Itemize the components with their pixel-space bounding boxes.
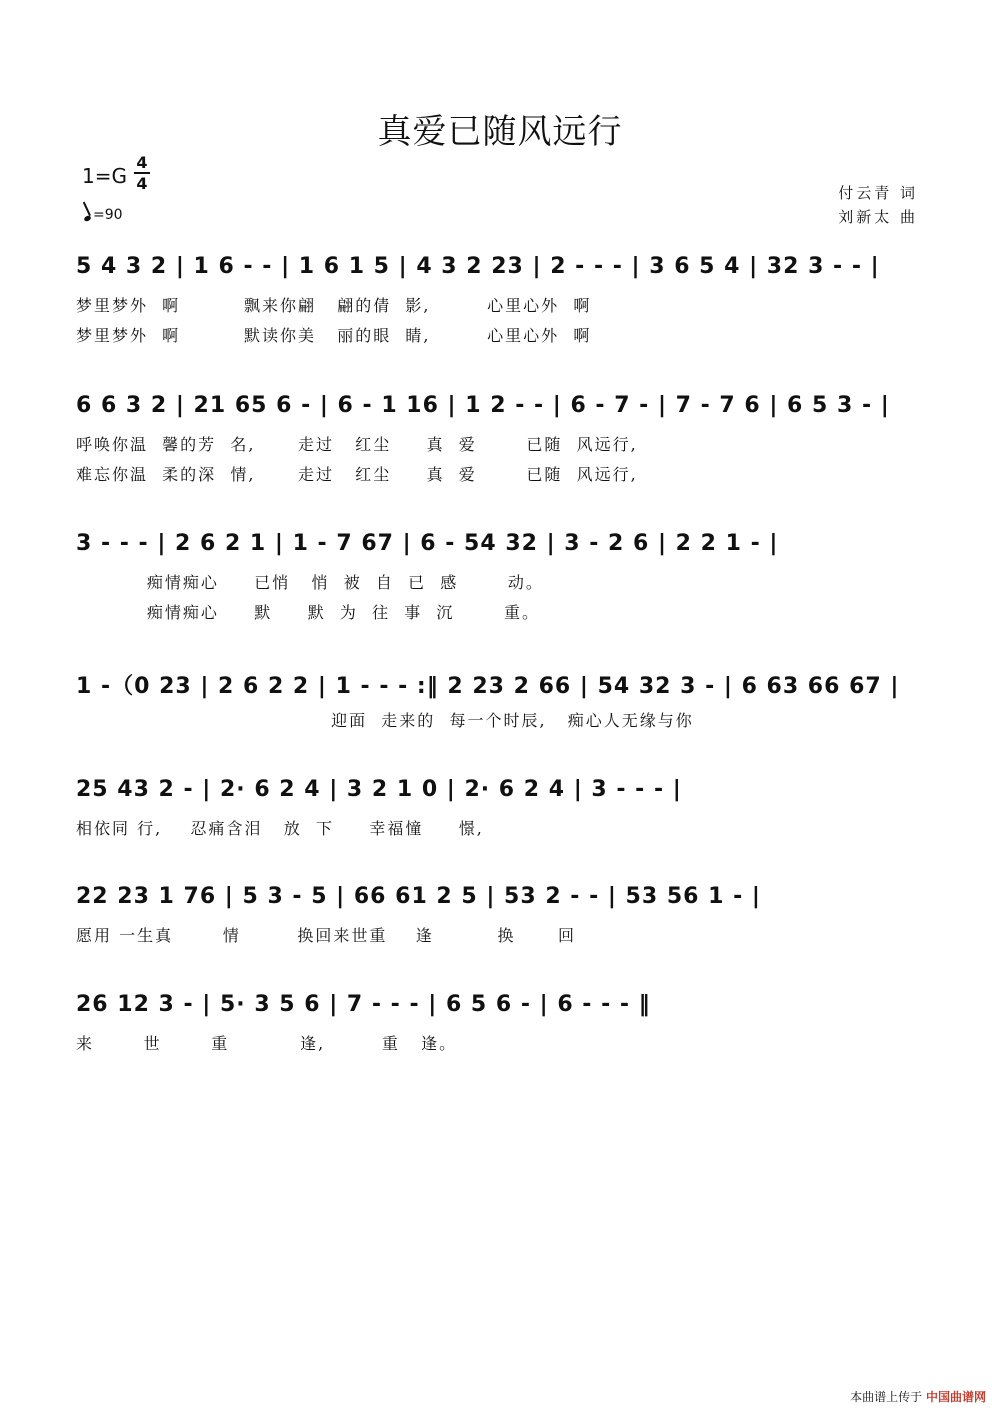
score-line-1-lyrics-verse-1: 梦里梦外 啊 飘来你翩 翩的倩 影, 心里心外 啊 <box>76 296 592 315</box>
key-signature: 1=G <box>82 164 127 188</box>
score-line-2-lyrics-verse-1: 呼唤你温 馨的芳 名, 走过 红尘 真 爱 已随 风远行, <box>76 435 638 454</box>
score-line-6-lyrics: 愿用 一生真 情 换回来世重 逢 换 回 <box>76 926 577 945</box>
page-title: 真爱已随风远行 <box>377 112 623 152</box>
lyricist-credit: 付云青 词 <box>838 184 918 202</box>
score-line-3-lyrics-verse-1: 痴情痴心 已悄 悄 被 自 已 感 动。 <box>76 573 544 592</box>
score-line-5-lyrics: 相依同 行, 忍痛含泪 放 下 幸福憧 憬, <box>76 819 484 838</box>
score-line-3-notes: 3 - - - | 2 6 2 1 | 1 - 7 67 | 6 - 54 32 | 3 - 2 6 | 2 2 1 - | <box>76 531 779 556</box>
tempo-marking <box>84 207 123 223</box>
score-line-5-notes: 25 43 2 - | 2· 6 2 4 | 3 2 1 0 | 2· 6 2 4 | 3 - - - | <box>76 777 682 802</box>
tempo-value: =90 <box>93 207 123 223</box>
time-signature <box>134 154 150 192</box>
score-line-2-lyrics-verse-2: 难忘你温 柔的深 情, 走过 红尘 真 爱 已随 风远行, <box>76 465 638 484</box>
score-line-7-lyrics: 来 世 重 逢, 重 逢。 <box>76 1034 458 1053</box>
quarter-note-icon <box>83 215 91 222</box>
score-line-3-lyrics-verse-2: 痴情痴心 默 默 为 往 事 沉 重。 <box>76 603 541 622</box>
score-line-4-notes: 1 -（0 23 | 2 6 2 2 | 1 - - - :‖ 2 23 2 66 | 54 32 3 - | 6 63 66 67 | <box>76 674 900 699</box>
score-line-2-notes: 6 6 3 2 | 21 65 6 - | 6 - 1 16 | 1 2 - - | 6 - 7 - | 7 - 7 6 | 6 5 3 - | <box>76 393 890 418</box>
time-signature-top: 4 <box>136 153 148 172</box>
time-signature-bottom: 4 <box>136 174 148 193</box>
score-line-7-notes: 26 12 3 - | 5· 3 5 6 | 7 - - - | 6 5 6 - | 6 - - - ‖ <box>76 992 651 1017</box>
composer-credit: 刘新太 曲 <box>838 208 918 226</box>
score-line-1-lyrics-verse-2: 梦里梦外 啊 默读你美 丽的眼 睛, 心里心外 啊 <box>76 326 592 345</box>
score-line-4-lyrics: 迎面 走来的 每一个时辰, 痴心人无缘与你 <box>76 711 694 730</box>
score-line-6-notes: 22 23 1 76 | 5 3 - 5 | 66 61 2 5 | 53 2 - - | 53 56 1 - | <box>76 884 761 909</box>
footer-text: 本曲谱上传于 <box>850 1390 923 1404</box>
site-logo[interactable]: 中国曲谱网 <box>925 1390 986 1404</box>
score-line-1-notes: 5 4 3 2 | 1 6 - - | 1 6 1 5 | 4 3 2 23 | 2 - - - | 3 6 5 4 | 32 3 - - | <box>76 254 880 279</box>
footer-attribution[interactable] <box>850 1388 986 1405</box>
